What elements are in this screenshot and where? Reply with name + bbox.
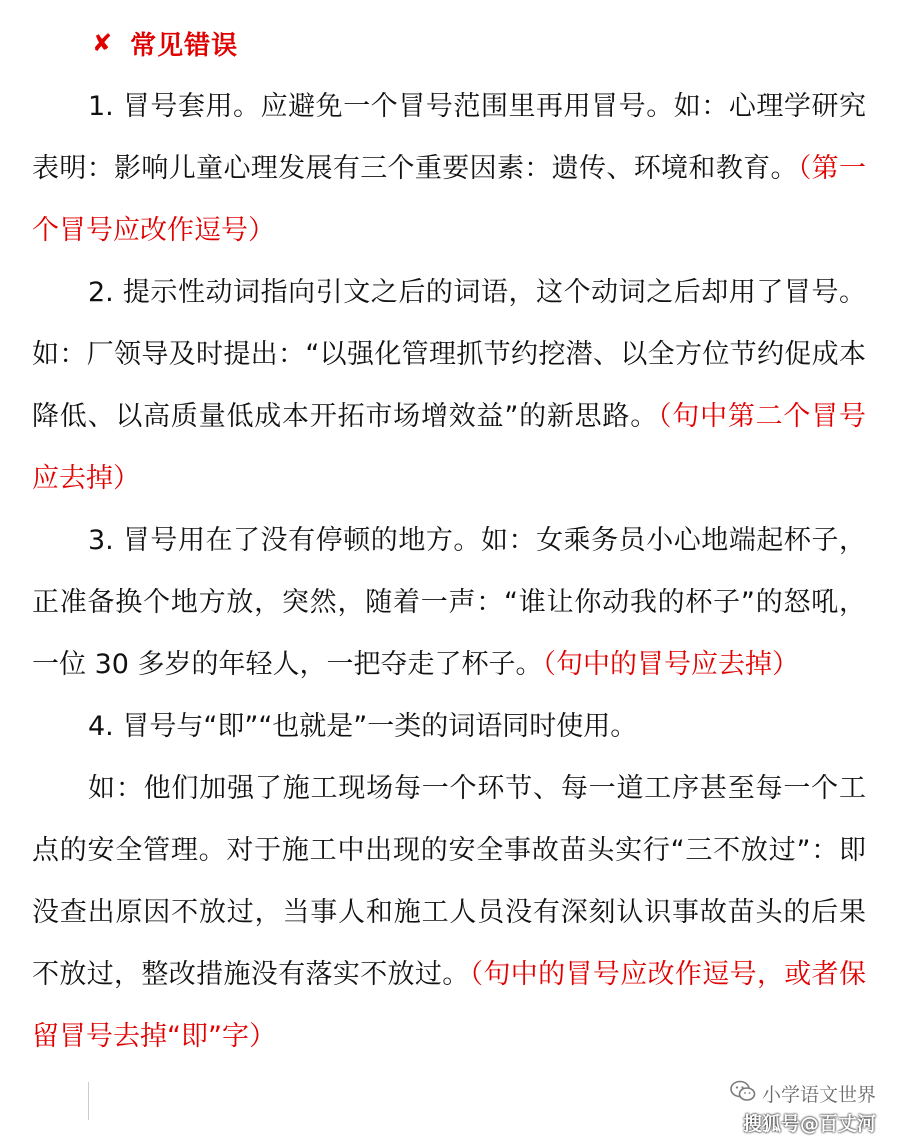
- watermark-source: 搜狐号@百丈河: [742, 1113, 876, 1135]
- correction-note: （句中的冒号应改作逗号，或者保留冒号去掉“即”字）: [32, 959, 867, 1052]
- section-title: 常见错误: [130, 30, 239, 61]
- paragraph-4: [32, 696, 866, 758]
- cross-mark-icon: ✘: [92, 29, 113, 57]
- paragraph-5: [32, 758, 866, 1068]
- watermark-account: 小学语文世界: [761, 1084, 876, 1106]
- paragraph-3: [32, 510, 866, 696]
- correction-note: （句中的冒号应去掉）: [542, 649, 800, 680]
- body-text: [32, 76, 866, 1068]
- paragraph-text: 3. 冒号用在了没有停顿的地方。如：女乘务员小心地端起杯子，正准备换个地方放，突然，随着一声：“谁让你动我的杯子”的怒吼，一位 30 多岁的年轻人，一把夺走了杯子。: [32, 525, 866, 680]
- section-header: [92, 26, 238, 60]
- paragraph-text: 如：他们加强了施工现场每一个环节、每一道工序甚至每一个工点的安全管理。对于施工中出现的安全事故苗头实行“三不放过”：即没查出原因不放过，当事人和施工人员没有深刻认识事故苗头的后果不放过，整改措施没有落实不放过。: [32, 773, 866, 990]
- correction-note: （句中第二个冒号应去掉）: [32, 401, 866, 494]
- paragraph-text: 1. 冒号套用。应避免一个冒号范围里再用冒号。如：心理学研究表明：影响儿童心理发展有三个重要因素：遗传、环境和教育。: [32, 91, 866, 184]
- wechat-icon: [730, 1080, 756, 1107]
- paragraph-text: 4. 冒号与“即”“也就是”一类的词语同时使用。: [88, 711, 638, 742]
- paragraph-text: 2. 提示性动词指向引文之后的词语，这个动词之后却用了冒号。如：厂领导及时提出：“以强化管理抓节约挖潜、以全方位节约促成本降低、以高质量低成本开拓市场增效益”的新思路。: [32, 277, 866, 432]
- watermark: [730, 1080, 876, 1136]
- correction-note: （第一个冒号应改作逗号）: [32, 153, 867, 246]
- paragraph-1: [32, 76, 866, 262]
- paragraph-2: [32, 262, 866, 510]
- divider: [88, 1082, 89, 1120]
- watermark-account-line: [730, 1080, 876, 1107]
